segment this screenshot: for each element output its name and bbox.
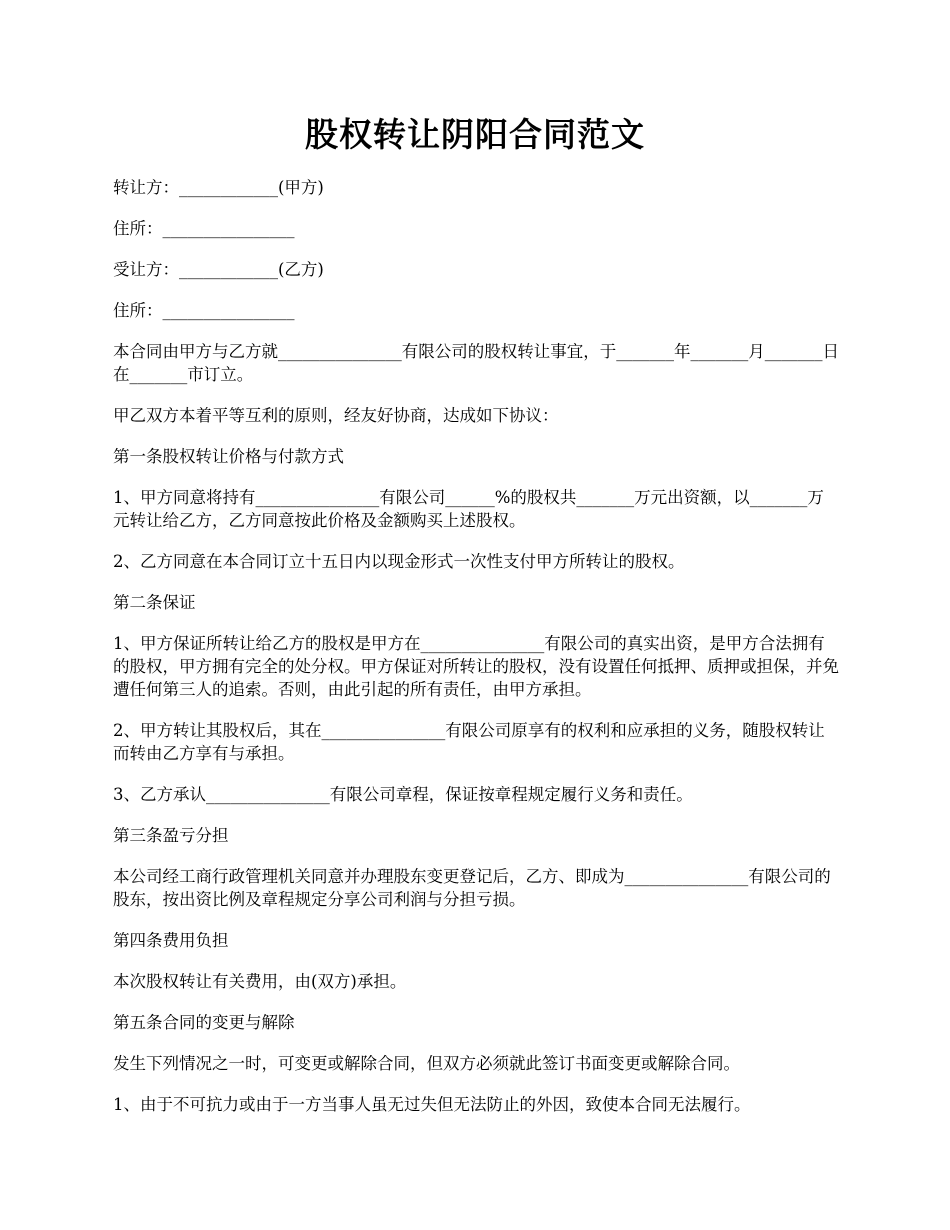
document-body <box>113 176 840 1134</box>
transferee-address-line: 住所：________________ <box>113 301 295 320</box>
transferee-line: 受让方：____________(乙方) <box>113 260 324 279</box>
article-1-clause-2: 2、乙方同意在本合同订立十五日内以现金形式一次性支付甲方所转让的股权。 <box>113 552 685 571</box>
contract-intro-paragraph: 本合同由甲方与乙方就_______________有限公司的股权转让事宜，于_______年_______月_______日在_______市订立。 <box>113 342 839 384</box>
agreement-statement: 甲乙双方本着平等互利的原则，经友好协商，达成如下协议： <box>113 406 559 425</box>
article-2-heading: 第二条保证 <box>113 593 196 612</box>
article-2-clause-3: 3、乙方承认_______________有限公司章程，保证按章程规定履行义务和责任。 <box>113 785 693 804</box>
transferor-address-line: 住所：________________ <box>113 219 295 238</box>
article-3-heading: 第三条盈亏分担 <box>113 826 229 845</box>
article-2-clause-1: 1、甲方保证所转让给乙方的股权是甲方在_______________有限公司的真实出资，是甲方合法拥有的股权，甲方拥有完全的处分权。甲方保证对所转让的股权，没有设置任何抵押、质押或担保，并免遭任何第三人的追索。否则，由此引起的所有责任，由甲方承担。 <box>113 634 839 699</box>
article-3-body: 本公司经工商行政管理机关同意并办理股东变更登记后，乙方、即成为_______________有限公司的股东，按出资比例及章程规定分享公司利润与分担亏损。 <box>113 867 831 909</box>
article-1-heading: 第一条股权转让价格与付款方式 <box>113 447 344 466</box>
transferor-line: 转让方：____________(甲方) <box>113 178 324 197</box>
article-1-clause-1: 1、甲方同意将持有_______________有限公司______%的股权共_______万元出资额，以_______万元转让给乙方，乙方同意按此价格及金额购买上述股权。 <box>113 488 824 530</box>
article-5-heading: 第五条合同的变更与解除 <box>113 1013 295 1032</box>
article-2-clause-2: 2、甲方转让其股权后，其在_______________有限公司原享有的权利和应承担的义务，随股权转让而转由乙方享有与承担。 <box>113 721 825 763</box>
article-5-clause-1: 1、由于不可抗力或由于一方当事人虽无过失但无法防止的外因，致使本合同无法履行。 <box>113 1095 751 1114</box>
article-4-body: 本次股权转让有关费用，由(双方)承担。 <box>113 972 407 991</box>
article-4-heading: 第四条费用负担 <box>113 931 229 950</box>
document-title: 股权转让阴阳合同范文 <box>305 115 645 154</box>
article-5-intro: 发生下列情况之一时，可变更或解除合同，但双方必须就此签订书面变更或解除合同。 <box>113 1054 740 1073</box>
